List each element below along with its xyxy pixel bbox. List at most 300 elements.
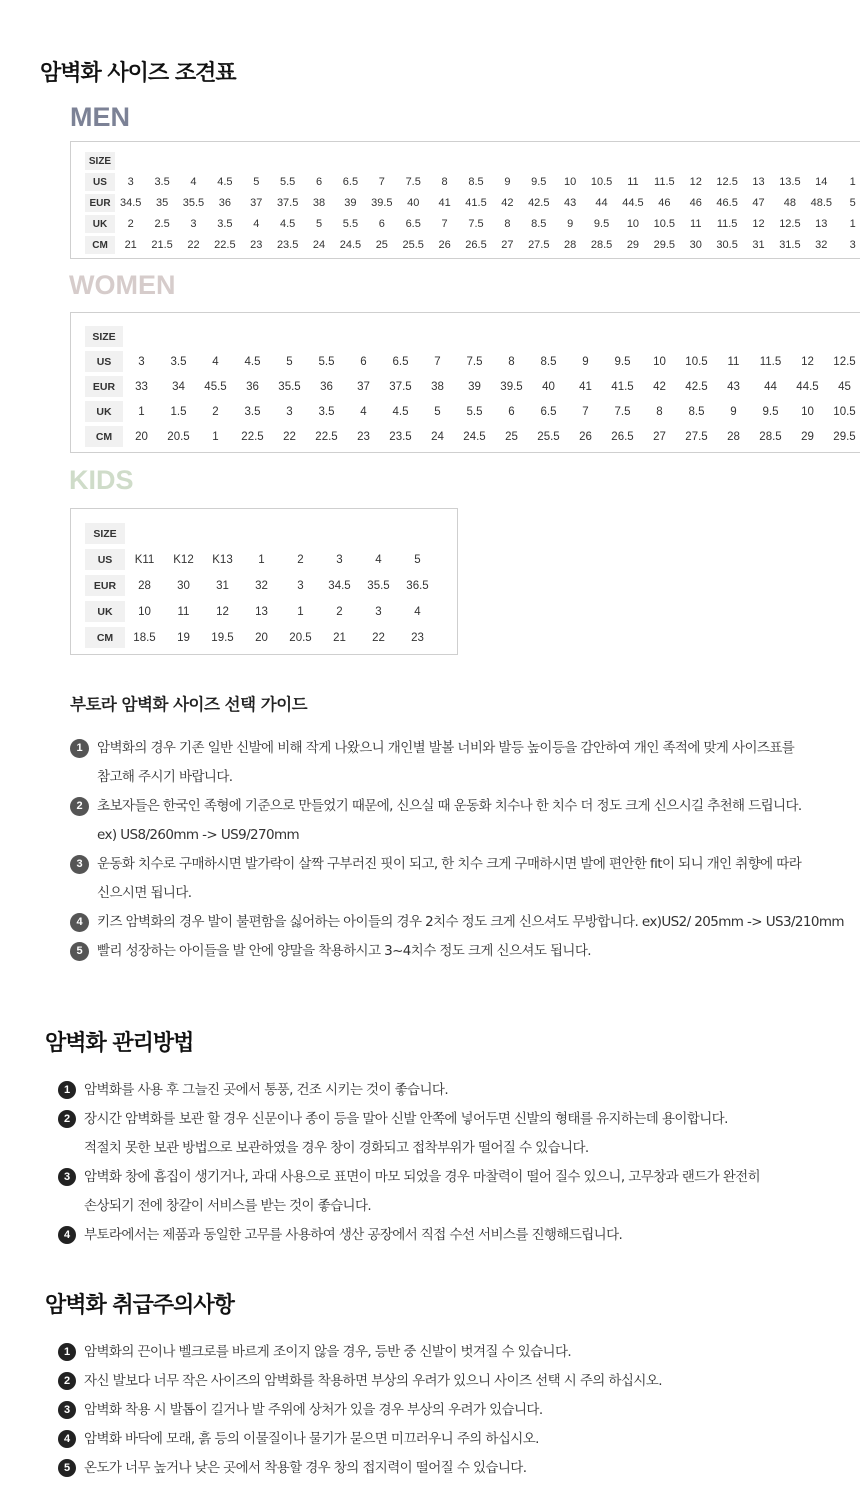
- size-cell: 8: [504, 218, 511, 230]
- size-cell: 36: [246, 380, 259, 393]
- size-cell: 47: [752, 197, 765, 209]
- row-header: UK: [85, 401, 123, 422]
- size-cell: 23.5: [276, 239, 299, 251]
- size-cell: 7.5: [405, 176, 421, 188]
- size-cell: 26.5: [611, 430, 634, 443]
- size-cell: 3: [127, 176, 134, 188]
- size-cell: 3.5: [154, 176, 170, 188]
- women-size-table-box: [70, 312, 860, 453]
- size-cell: 3: [138, 355, 145, 368]
- size-cell: 8: [441, 176, 448, 188]
- size-cell: 25: [375, 239, 388, 251]
- size-row-eur: [85, 376, 860, 397]
- size-cell: 5: [849, 197, 856, 209]
- size-cell: 8.5: [540, 355, 557, 368]
- size-cell: 7: [434, 355, 441, 368]
- item-line: 암벽화의 경우 기존 일반 신발에 비해 작게 나왔으니 개인별 발볼 너비와 발등 높이등을 감안하여 개인 족적에 맞게 사이즈표를: [97, 740, 795, 756]
- size-cell: 22: [283, 430, 296, 443]
- size-cell: 6.5: [405, 218, 421, 230]
- size-cell: 43: [727, 380, 740, 393]
- number-badge-icon: 3: [58, 1401, 76, 1419]
- size-cell: 30: [177, 579, 190, 592]
- size-cell: 33: [135, 380, 148, 393]
- number-badge-icon: 4: [58, 1226, 76, 1244]
- size-cell: 6: [378, 218, 385, 230]
- item-line: 빨리 성장하는 아이들을 발 안에 양말을 착용하시고 3~4치수 정도 크게 신으셔도 됩니다.: [97, 943, 591, 959]
- size-cell: 9.5: [593, 218, 610, 230]
- guide-item: [70, 792, 860, 850]
- caution-item-text: [84, 1454, 526, 1483]
- size-cell: 4: [190, 176, 197, 188]
- size-cell: 27.5: [528, 239, 550, 251]
- size-cell: 5.5: [342, 218, 359, 230]
- size-cell: 12.5: [716, 176, 738, 188]
- size-cell: 27: [653, 430, 666, 443]
- number-badge-icon: 1: [70, 739, 89, 758]
- size-cell: 5.5: [280, 176, 296, 188]
- size-cell: 6: [360, 355, 367, 368]
- size-cell: 5: [414, 553, 421, 566]
- size-cell: 20.5: [167, 430, 190, 443]
- size-cell: 23.5: [389, 430, 412, 443]
- size-cell: 35: [155, 197, 169, 209]
- size-cell: 44.5: [622, 197, 644, 209]
- number-badge-icon: 2: [70, 797, 89, 816]
- size-cell: 34: [172, 380, 185, 393]
- size-cell: 3.5: [217, 218, 233, 230]
- size-cell: 9: [582, 355, 589, 368]
- size-cell: 11: [727, 355, 740, 368]
- care-item-text: [84, 1105, 728, 1163]
- size-cell: 1: [849, 218, 856, 230]
- item-line: 암벽화 바닥에 모래, 흙 등의 이물질이나 물기가 묻으면 미끄러우니 주의 하십시오.: [84, 1431, 539, 1447]
- size-guide-title: 부토라 암벽화 사이즈 선택 가이드: [70, 695, 308, 714]
- size-cell: 4: [360, 405, 367, 418]
- size-cell: 22.5: [315, 430, 338, 443]
- guide-item-text: [97, 792, 802, 850]
- caution-item-text: [84, 1367, 662, 1396]
- caution-item: [58, 1425, 860, 1454]
- guide-item: [70, 734, 860, 792]
- care-list: [58, 1076, 860, 1250]
- kids-size-table: [85, 518, 437, 653]
- care-item-text: [84, 1076, 448, 1105]
- size-cell: 3.5: [244, 405, 261, 418]
- size-cell: 13.5: [779, 176, 801, 188]
- size-cell: 7: [441, 218, 448, 230]
- size-cell: 6.5: [392, 355, 409, 368]
- size-cell: 6.5: [342, 176, 359, 188]
- size-cell: 39: [344, 197, 357, 209]
- number-badge-icon: 5: [70, 942, 89, 961]
- item-line: 암벽화를 사용 후 그늘진 곳에서 통풍, 건조 시키는 것이 좋습니다.: [84, 1082, 449, 1098]
- size-cell: 8: [656, 405, 663, 418]
- size-cell: 21.5: [151, 239, 173, 251]
- size-cell: 3: [375, 605, 382, 618]
- size-cell: 11: [177, 605, 190, 618]
- size-cell: 4.5: [392, 405, 409, 418]
- caution-item-text: [84, 1338, 571, 1367]
- men-section-label: MEN: [70, 102, 130, 132]
- men-size-table: [85, 149, 860, 257]
- size-cell: 23: [250, 239, 263, 251]
- caution-item: [58, 1454, 860, 1483]
- size-cell: 11.5: [654, 176, 675, 188]
- size-cell: 45: [838, 380, 851, 393]
- size-cell: 1: [212, 430, 219, 443]
- size-cell: 8.5: [468, 176, 484, 188]
- size-cell: 38: [431, 380, 444, 393]
- size-cell: 34.5: [328, 579, 351, 592]
- number-badge-icon: 4: [58, 1430, 76, 1448]
- size-cell: 8.5: [688, 405, 705, 418]
- size-row-size: [85, 152, 860, 170]
- size-cell: 10.5: [590, 176, 613, 188]
- size-cell: 24: [312, 239, 326, 251]
- size-cell: 39: [468, 380, 481, 393]
- size-cell: 11.5: [716, 218, 738, 230]
- item-line: 암벽화 착용 시 발톱이 길거나 발 주위에 상처가 있을 경우 부상의 우려가 있습니다.: [84, 1402, 543, 1418]
- kids-section-label: KIDS: [69, 465, 134, 495]
- size-cell: 40: [407, 197, 420, 209]
- item-line: 참고해 주시기 바랍니다.: [97, 769, 233, 785]
- size-row-eur: [85, 194, 860, 212]
- item-line: 손상되기 전에 창갈이 서비스를 받는 것이 좋습니다.: [84, 1198, 372, 1214]
- size-row-size: [85, 523, 437, 544]
- size-row-us: [85, 351, 860, 372]
- item-line: 온도가 너무 높거나 낮은 곳에서 착용할 경우 창의 접지력이 떨어질 수 있습니다.: [84, 1460, 527, 1476]
- size-cell: 37.5: [389, 380, 412, 393]
- number-badge-icon: 2: [58, 1110, 76, 1128]
- size-cell: 11.5: [759, 355, 782, 368]
- size-cell: 8.5: [531, 218, 547, 230]
- size-cell: 25.5: [402, 239, 424, 251]
- size-cell: 28: [727, 430, 740, 443]
- size-cell: 2: [212, 405, 219, 418]
- size-cell: 12: [801, 355, 814, 368]
- size-cell: 31.5: [779, 239, 801, 251]
- size-cell: 48.5: [810, 197, 832, 209]
- size-cell: 42: [501, 197, 514, 209]
- size-cell: 24.5: [463, 430, 486, 443]
- size-cell: 1: [138, 405, 145, 418]
- caution-item: [58, 1396, 860, 1425]
- size-cell: 2: [127, 218, 134, 230]
- item-line: 부토라에서는 제품과 동일한 고무를 사용하여 생산 공장에서 직접 수선 서비스를 진행해드립니다.: [84, 1227, 623, 1243]
- size-row-us: [85, 549, 437, 570]
- caution-item-text: [84, 1425, 539, 1454]
- item-line: 운동화 치수로 구매하시면 발가락이 살짝 구부러진 핏이 되고, 한 치수 크게 구매하시면 발에 편안한 fit이 되니 개인 취향에 따라: [97, 856, 802, 872]
- size-cell: 36: [320, 380, 333, 393]
- size-cell: 4: [253, 218, 260, 230]
- size-cell: 35.5: [278, 380, 301, 393]
- number-badge-icon: 3: [58, 1168, 76, 1186]
- size-cell: K12: [173, 553, 194, 566]
- size-row-us: [85, 173, 860, 191]
- size-cell: 44: [764, 380, 777, 393]
- size-cell: 21: [333, 631, 346, 644]
- size-cell: K11: [134, 553, 155, 566]
- guide-item-text: [97, 908, 844, 937]
- item-line: 적절치 못한 보관 방법으로 보관하였을 경우 창이 경화되고 접착부위가 떨어질 수 있습니다.: [84, 1140, 589, 1156]
- size-cell: 5: [434, 405, 441, 418]
- size-cell: 1.5: [170, 405, 187, 418]
- size-cell: 22: [372, 631, 385, 644]
- size-row-uk: [85, 215, 860, 233]
- guide-item: [70, 937, 860, 966]
- size-cell: 23: [357, 430, 370, 443]
- guide-item-text: [97, 937, 591, 966]
- size-cell: 29.5: [653, 239, 676, 251]
- item-line: 신으시면 됩니다.: [97, 885, 192, 901]
- size-cell: 3: [849, 239, 856, 251]
- size-cell: 43: [564, 197, 577, 209]
- care-title: 암벽화 관리방법: [45, 1031, 194, 1056]
- size-cell: 5: [253, 176, 260, 188]
- size-row-uk: [85, 601, 437, 622]
- size-cell: 18.5: [133, 631, 156, 644]
- size-cell: 38: [312, 197, 326, 209]
- caution-list: [58, 1338, 860, 1483]
- item-line: 암벽화 창에 흠집이 생기거나, 과대 사용으로 표면이 마모 되었을 경우 마찰력이 떨어 질수 있으니, 고무창과 랜드가 완전히: [84, 1169, 761, 1185]
- size-cell: 5.5: [466, 405, 483, 418]
- care-item: [58, 1221, 860, 1250]
- size-cell: 23: [411, 631, 424, 644]
- size-cell: 12: [752, 218, 765, 230]
- size-cell: 28.5: [759, 430, 782, 443]
- size-cell: 6: [315, 176, 323, 188]
- size-cell: 29: [801, 430, 814, 443]
- size-cell: 9: [504, 176, 511, 188]
- size-cell: 3: [190, 218, 197, 230]
- number-badge-icon: 2: [58, 1372, 76, 1390]
- size-cell: 27.5: [685, 430, 708, 443]
- size-cell: 27: [501, 239, 514, 251]
- size-cell: 7.5: [466, 355, 483, 368]
- size-cell: 13: [752, 176, 765, 188]
- size-cell: 8: [508, 355, 515, 368]
- size-cell: 46: [689, 197, 702, 209]
- row-header: SIZE: [85, 326, 123, 347]
- size-cell: 20.5: [289, 631, 312, 644]
- size-cell: 6: [508, 405, 515, 418]
- guide-item-text: [97, 734, 794, 792]
- size-cell: 13: [815, 218, 828, 230]
- row-header: SIZE: [85, 152, 115, 170]
- size-cell: 24.5: [339, 239, 362, 251]
- size-cell: 22.5: [214, 239, 236, 251]
- size-cell: 19.5: [211, 631, 234, 644]
- size-cell: 42.5: [528, 197, 550, 209]
- size-cell: 11: [627, 176, 639, 188]
- row-header: SIZE: [85, 523, 125, 544]
- size-cell: 30: [689, 239, 702, 251]
- size-cell: 46.5: [716, 197, 738, 209]
- size-cell: 32: [255, 579, 268, 592]
- size-cell: 12.5: [779, 218, 801, 230]
- women-section-label: WOMEN: [69, 270, 176, 300]
- size-cell: 4.5: [217, 176, 233, 188]
- row-header: CM: [85, 236, 115, 254]
- size-cell: 26.5: [465, 239, 487, 251]
- size-cell: 44: [595, 197, 608, 209]
- size-guide-list: [70, 734, 860, 966]
- item-line: 장시간 암벽화를 보관 할 경우 신문이나 종이 등을 말아 신발 안쪽에 넣어두면 신발의 형태를 유지하는데 용이합니다.: [84, 1111, 728, 1127]
- caution-item: [58, 1338, 860, 1367]
- kids-size-table-box: [70, 508, 458, 655]
- size-cell: 39.5: [500, 380, 523, 393]
- row-header: UK: [85, 601, 125, 622]
- size-cell: 5: [286, 355, 293, 368]
- size-cell: 2: [336, 605, 343, 618]
- item-line: ex) US8/260mm -> US9/270mm: [97, 827, 300, 843]
- size-cell: 20: [255, 631, 268, 644]
- size-cell: 29: [626, 239, 640, 251]
- size-cell: 7: [582, 405, 589, 418]
- care-item-text: [84, 1221, 622, 1250]
- size-cell: 31: [216, 579, 229, 592]
- size-cell: 36.5: [406, 579, 429, 592]
- size-cell: 1: [297, 605, 304, 618]
- size-cell: 10.5: [833, 405, 856, 418]
- size-cell: 10: [626, 218, 640, 230]
- size-cell: 3: [297, 579, 304, 592]
- size-cell: 22: [187, 239, 200, 251]
- size-cell: 10: [801, 405, 814, 418]
- size-cell: 10: [138, 605, 151, 618]
- size-row-eur: [85, 575, 437, 596]
- row-header: EUR: [85, 575, 125, 596]
- size-cell: K13: [212, 553, 233, 566]
- size-cell: 4.5: [280, 218, 296, 230]
- size-cell: 6.5: [540, 405, 557, 418]
- size-cell: 28: [564, 239, 577, 251]
- care-item: [58, 1163, 860, 1221]
- men-size-table-box: [70, 141, 860, 259]
- care-item: [58, 1076, 860, 1105]
- size-cell: 45.5: [204, 380, 227, 393]
- size-cell: 37: [357, 380, 370, 393]
- size-cell: 14: [815, 176, 828, 188]
- size-cell: 4: [375, 553, 382, 566]
- number-badge-icon: 5: [58, 1459, 76, 1477]
- size-cell: 46: [658, 197, 671, 209]
- size-cell: 35.5: [182, 197, 205, 209]
- size-cell: 34.5: [119, 197, 142, 209]
- row-header: US: [85, 173, 115, 191]
- size-cell: 41: [438, 197, 451, 209]
- size-cell: 4: [414, 605, 421, 618]
- guide-item: [70, 850, 860, 908]
- row-header: US: [85, 549, 125, 570]
- care-item: [58, 1105, 860, 1163]
- size-row-cm: [85, 627, 437, 648]
- guide-item: [70, 908, 860, 937]
- size-cell: 10.5: [685, 355, 708, 368]
- size-cell: 41.5: [611, 380, 634, 393]
- size-cell: 5.5: [318, 355, 335, 368]
- number-badge-icon: 1: [58, 1081, 76, 1099]
- size-cell: 4: [212, 355, 219, 368]
- row-header: EUR: [85, 376, 123, 397]
- caution-item-text: [84, 1396, 543, 1425]
- size-cell: 3: [286, 405, 293, 418]
- size-cell: 26: [579, 430, 592, 443]
- size-cell: 41: [579, 380, 592, 393]
- size-cell: 25.5: [537, 430, 560, 443]
- size-cell: 37: [250, 197, 263, 209]
- size-cell: 19: [177, 631, 190, 644]
- size-row-size: [85, 326, 860, 347]
- size-cell: 9.5: [614, 355, 631, 368]
- size-row-cm: [85, 426, 860, 447]
- size-cell: 9: [567, 218, 574, 230]
- size-cell: 11: [690, 218, 702, 230]
- row-header: EUR: [85, 194, 115, 212]
- size-cell: 41.5: [465, 197, 487, 209]
- size-cell: 9.5: [762, 405, 779, 418]
- size-cell: 37.5: [276, 197, 299, 209]
- size-cell: 21: [124, 239, 137, 251]
- size-cell: 5: [315, 218, 323, 230]
- guide-item-text: [97, 850, 801, 908]
- size-cell: 20: [135, 430, 148, 443]
- size-cell: 28.5: [590, 239, 613, 251]
- size-cell: 36: [218, 197, 231, 209]
- size-cell: 10.5: [653, 218, 676, 230]
- page-title: 암벽화 사이즈 조견표: [40, 61, 236, 86]
- size-row-uk: [85, 401, 860, 422]
- size-cell: 22.5: [241, 430, 264, 443]
- item-line: 자신 발보다 너무 작은 사이즈의 암벽화를 착용하면 부상의 우려가 있으니 사이즈 선택 시 주의 하십시오.: [84, 1373, 662, 1389]
- number-badge-icon: 4: [70, 913, 89, 932]
- size-cell: 3.5: [170, 355, 187, 368]
- size-cell: 7.5: [614, 405, 631, 418]
- size-row-cm: [85, 236, 860, 254]
- size-cell: 2.5: [154, 218, 170, 230]
- number-badge-icon: 3: [70, 855, 89, 874]
- size-cell: 9.5: [531, 176, 547, 188]
- size-cell: 13: [255, 605, 268, 618]
- item-line: 키즈 암벽화의 경우 발이 불편함을 싫어하는 아이들의 경우 2치수 정도 크게 신으셔도 무방합니다. ex)US2/ 205mm -> US3/210mm: [97, 914, 844, 930]
- size-cell: 12.5: [833, 355, 856, 368]
- row-header: US: [85, 351, 123, 372]
- size-cell: 42: [653, 380, 666, 393]
- size-cell: 26: [438, 239, 451, 251]
- size-cell: 40: [542, 380, 555, 393]
- size-cell: 3.5: [318, 405, 335, 418]
- size-cell: 28: [138, 579, 151, 592]
- care-item-text: [84, 1163, 760, 1221]
- size-cell: 44.5: [796, 380, 819, 393]
- size-cell: 31: [752, 239, 765, 251]
- caution-item: [58, 1367, 860, 1396]
- size-cell: 4.5: [244, 355, 261, 368]
- size-cell: 29.5: [833, 430, 856, 443]
- size-cell: 24: [431, 430, 444, 443]
- row-header: CM: [85, 426, 123, 447]
- size-cell: 1: [849, 176, 856, 188]
- size-cell: 9: [730, 405, 737, 418]
- size-cell: 39.5: [371, 197, 393, 209]
- size-cell: 32: [815, 239, 828, 251]
- size-cell: 3: [336, 553, 343, 566]
- size-cell: 48: [783, 197, 797, 209]
- size-cell: 12: [689, 176, 702, 188]
- size-cell: 12: [216, 605, 229, 618]
- size-cell: 10: [564, 176, 577, 188]
- size-cell: 7: [378, 176, 385, 188]
